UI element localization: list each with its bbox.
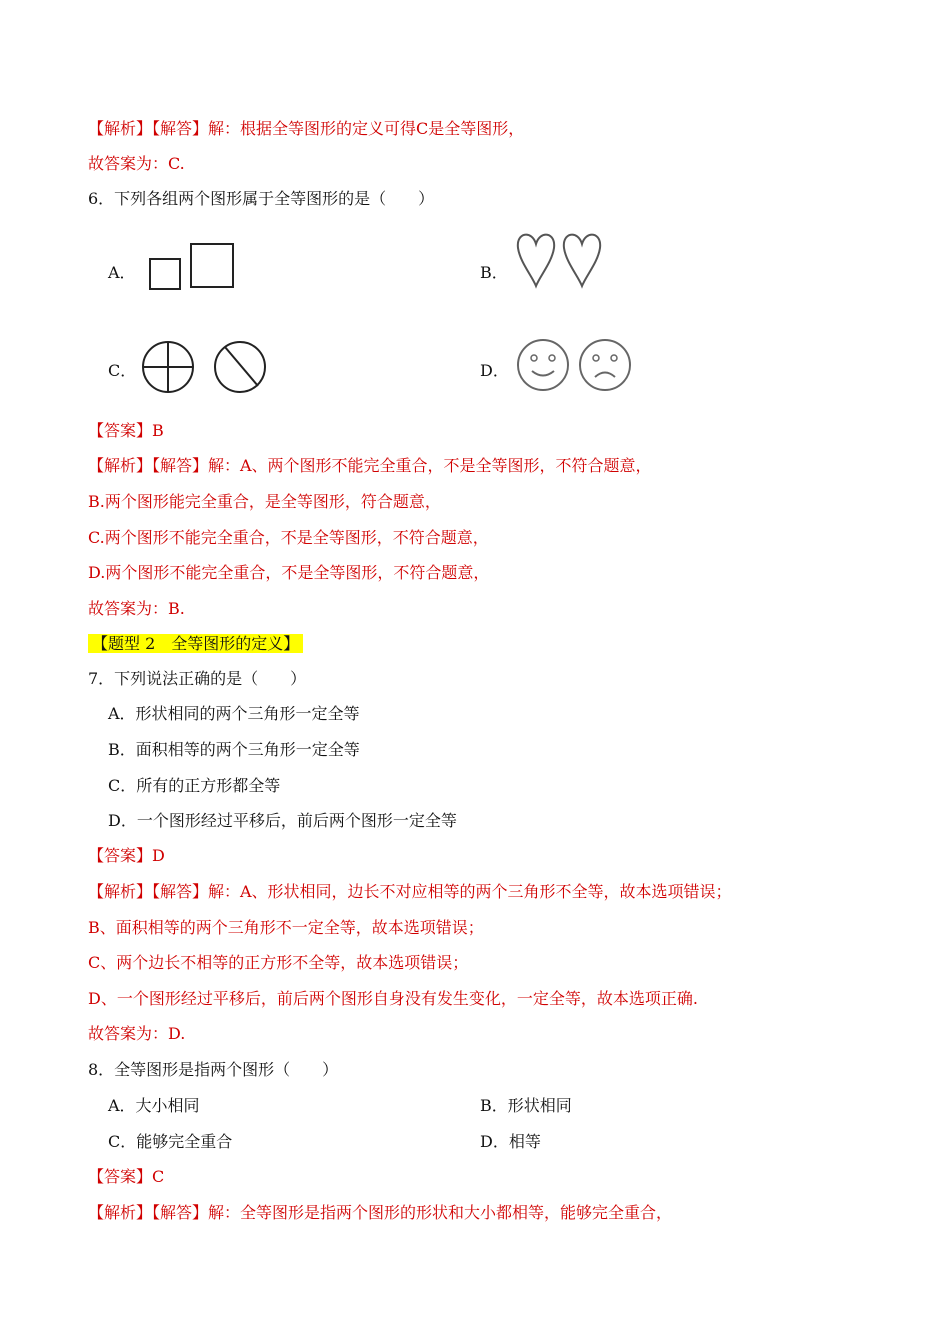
- option-d-label: D．: [480, 361, 509, 380]
- option-b-label: B．: [480, 263, 508, 282]
- analysis-6-line1: 【解析】【解答】解：A、两个图形不能完全重合，不是全等图形，不符合题意，: [88, 456, 652, 475]
- analysis-6-conclusion: 故答案为：B.: [88, 599, 185, 618]
- answer-conclusion: 故答案为：C.: [88, 154, 185, 173]
- question-7: 7．下列说法正确的是（ ）: [88, 669, 307, 688]
- option-a-label: A．: [108, 263, 136, 282]
- question-8: 8．全等图形是指两个图形（ ）: [88, 1060, 339, 1079]
- faces-figure: [514, 338, 636, 394]
- analysis-6-line4: D.两个图形不能完全重合，不是全等图形，不符合题意，: [88, 563, 490, 582]
- analysis-6-line3: C.两个图形不能完全重合，不是全等图形，不符合题意，: [88, 528, 489, 547]
- analysis-7-line4: D、一个图形经过平移后，前后两个图形自身没有发生变化，一定全等，故本选项正确.: [88, 989, 698, 1008]
- section-heading: [88, 633, 303, 655]
- divided-circles-figure: [140, 340, 270, 396]
- q8-option-b: B．形状相同: [480, 1096, 572, 1115]
- answer-6: 【答案】B: [88, 421, 164, 440]
- q7-option-d: D．一个图形经过平移后，前后两个图形一定全等: [108, 811, 457, 830]
- section-heading-text: 【题型 2 全等图形的定义】: [88, 634, 303, 653]
- analysis-7-line1: 【解析】【解答】解：A、形状相同，边长不对应相等的两个三角形不全等，故本选项错误；: [88, 882, 732, 901]
- option-c-label: C．: [108, 361, 137, 380]
- q8-option-a: A．大小相同: [108, 1096, 200, 1115]
- analysis-8-line1: 【解析】【解答】解：全等图形是指两个图形的形状和大小都相等，能够完全重合，: [88, 1203, 673, 1222]
- analysis-line: 【解析】【解答】解：根据全等图形的定义可得C是全等图形，: [88, 119, 525, 138]
- q7-option-b: B．面积相等的两个三角形一定全等: [108, 740, 360, 759]
- q8-option-c: C．能够完全重合: [108, 1132, 233, 1151]
- q7-option-a: A．形状相同的两个三角形一定全等: [108, 704, 360, 723]
- analysis-6-line2: B.两个图形能完全重合，是全等图形，符合题意，: [88, 492, 441, 511]
- two-hearts-figure: [514, 228, 606, 290]
- analysis-7-conclusion: 故答案为：D.: [88, 1024, 186, 1043]
- two-squares-figure: [146, 240, 238, 292]
- question-6: 6．下列各组两个图形属于全等图形的是（ ）: [88, 189, 435, 208]
- q7-option-c: C．所有的正方形都全等: [108, 776, 281, 795]
- analysis-7-line2: B、面积相等的两个三角形不一定全等，故本选项错误；: [88, 918, 484, 937]
- analysis-7-line3: C、两个边长不相等的正方形不全等，故本选项错误；: [88, 953, 469, 972]
- q8-option-d: D．相等: [480, 1132, 541, 1151]
- answer-8: 【答案】C: [88, 1167, 165, 1186]
- answer-7: 【答案】D: [88, 846, 165, 865]
